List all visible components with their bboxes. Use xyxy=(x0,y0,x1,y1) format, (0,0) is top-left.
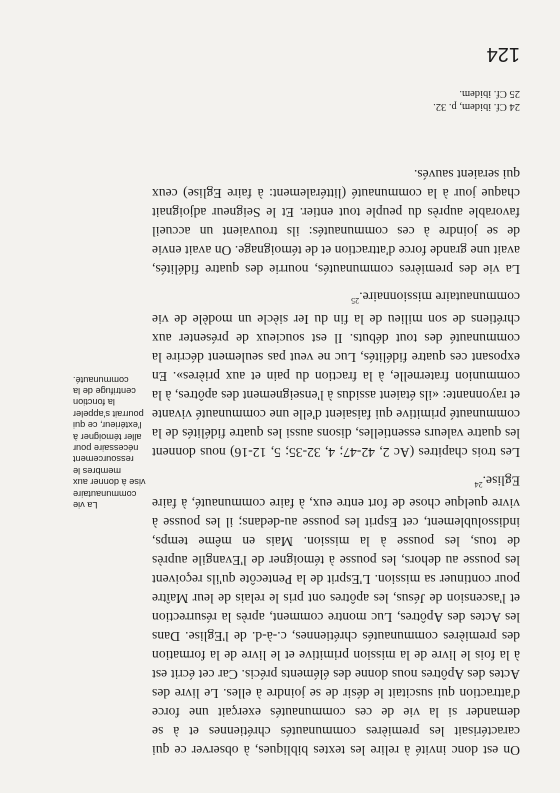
footnote-24: 24 Cf. ibidem, p. 32. xyxy=(433,101,520,112)
paragraph-1 xyxy=(152,471,520,760)
footnotes xyxy=(160,87,520,113)
paragraph-2-text: Les trois chapitres (Ac 2, 42-47; 4, 32-35; 5, 12-16) nous donnent les quatre valeurs essentielles, disons aussi les quatre fidélités de la communauté primitive qui faisaient d'elle une communauté vivante et rayonnante: «ils étaient assidus à l'enseignement des apôtres, à la communion fraternelle, à la fraction du pain et aux prières». En exposant ces quatre fidélités, Luc ne veut pas seulement décrire la communauté des tout débuts. Il est soucieux de présenter aux chrétiens de son milieu de la fin du Ier siècle un modèle de vie communautaire missionnaire. xyxy=(152,289,520,461)
footnote-ref-24: 24 xyxy=(474,480,483,489)
paragraph-1-text: On est donc invité à relire les textes bibliques, à observer ce qui caractérisait les premières communautés chrétiennes et à se demander si la vie de ces communautés exerçait une force d'attraction qui suscitait le désir de se joindre à elles. Le livre des Actes des Apôtres nous donne des éléments précis. Car cet écrit est à la fois le livre de la mission primitive et le livre de la formation des premières communautés chrétiennes, c.-à-d. de l'Eglise. Dans les Actes des Apôtres, Luc montre comment, après la résurrection et l'ascension de Jésus, les apôtres ont pris le relais de leur Maître pour continuer sa mission. L'Esprit de la Pentecôte qu'ils reçoivent les pousse au dehors, les pousse à témoigner de l'Evangile auprès de tous, les pousse à la mission. Mais en même temps, indissolublement, cet Esprit les pousse au-dedans; il les pousse à vivre quelque chose de fort entre eux, à faire communauté, à faire Eglise. xyxy=(152,473,520,758)
paragraph-2 xyxy=(152,288,520,463)
footnote-ref-25: 25 xyxy=(351,296,360,306)
margin-note: La vie communautaire vise à donner aux membres le ressourcement nécessaire pour aller témoigner à l'extérieur, ce qui pourrait s'appeler la fonction centrifuge de la communauté. xyxy=(73,374,146,510)
footnote-25: 25 Cf. ibidem. xyxy=(459,88,520,99)
paragraph-3: La vie des premières communautés, nourrie des quatre fidélités, avait une grande force d'attraction et de témoignage. On avait envie de se joindre à ces communautés: ils trouvaient un accueil favorable auprès du peuple tout entier. Et le Seigneur adjoignait chaque jour à la communauté (littéralement: à faire Eglise) ceux qui seraient sauvés. xyxy=(152,166,520,277)
page-number: 124 xyxy=(486,43,520,65)
body-text xyxy=(152,156,520,760)
